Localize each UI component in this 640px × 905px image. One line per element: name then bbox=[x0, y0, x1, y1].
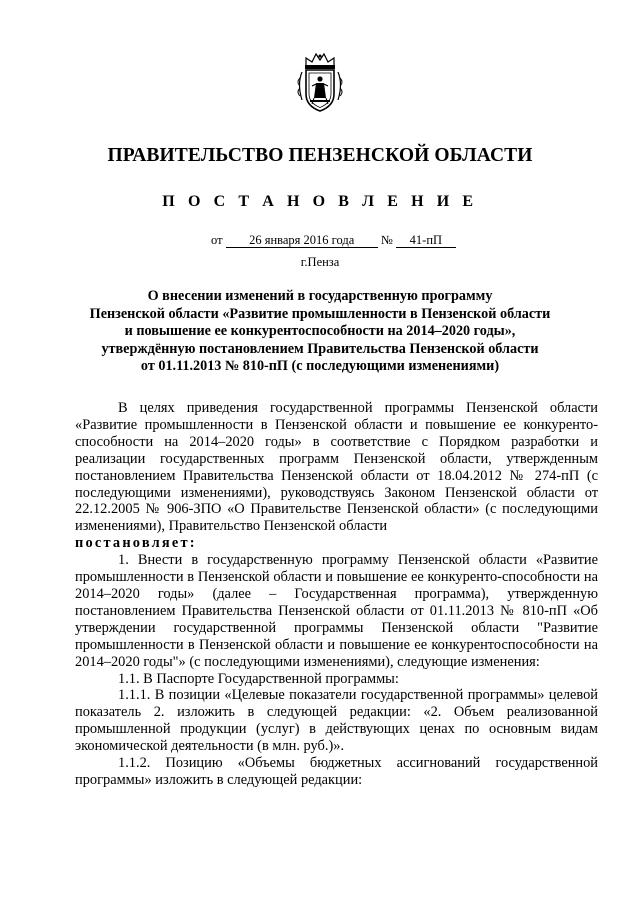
city: г.Пенза bbox=[300, 255, 340, 269]
subject-line: Пензенской области «Развитие промышленности в Пензенской области bbox=[89, 305, 551, 322]
resolves-paragraph bbox=[75, 535, 598, 552]
document-body bbox=[75, 400, 598, 789]
document-type: П О С Т А Н О В Л Е Н И Е bbox=[162, 193, 478, 210]
date-prefix: от bbox=[211, 233, 223, 247]
preamble-text: В целях приведения государственной программы Пензенской области «Развитие промышленности в Пензенской области и повышение ее конкуренто-способности на 2014–2020 годы» в соответствие с Порядком разработки и реализации государственных программ Пензенской области, утвержденным постановлением Правительства Пензенской области от 18.04.2012 № 274-пП (с последующими изменениями), руководствуясь Законом Пензенской области от 22.12.2005 № 906-ЗПО «О Правительстве Пензенской области» (с последующими изменениями), Правительство Пензенской области bbox=[75, 400, 598, 535]
body-paragraph: 1.1.1. В позиции «Целевые показатели государственной программы» целевой показатель 2. изложить в следующей редакции: «2. Объем реализованной промышленной продукции (услуг) в действующих ценах по основным видам экономической деятельности (в млн. руб.)». bbox=[75, 687, 598, 755]
resolves-word: постановляет: bbox=[75, 535, 197, 552]
body-paragraph: 1.1.2. Позицию «Объемы бюджетных ассигнований государственной программы» изложить в следующей редакции: bbox=[75, 755, 598, 788]
coat-of-arms-icon bbox=[296, 52, 344, 114]
document-date: 26 января 2016 года bbox=[226, 233, 378, 248]
body-paragraph: 1. Внести в государственную программу Пензенской области «Развитие промышленности в Пензенской области и повышение ее конкуренто-способности на 2014–2020 годы» (далее – Государственная программа), утвержденную постановлением Правительства Пензенской области от 01.11.2013 № 810-пП «Об утверждении государственной программы Пензенской области "Развитие промышленности в Пензенской области и повышение ее конкурентоспособности на 2014–2020 годы"» (с последующими изменениями), следующие изменения: bbox=[75, 552, 598, 670]
date-number-line bbox=[211, 233, 456, 248]
subject-line: О внесении изменений в государственную программу bbox=[147, 288, 493, 304]
number-prefix: № bbox=[380, 233, 393, 247]
document-number: 41-пП bbox=[396, 233, 456, 248]
subject-line: и повышение ее конкурентоспособности на 2014–2020 годы», bbox=[124, 323, 516, 340]
government-title: ПРАВИТЕЛЬСТВО ПЕНЗЕНСКОЙ ОБЛАСТИ bbox=[107, 145, 533, 166]
preamble-paragraph bbox=[75, 400, 598, 535]
subject-line: от 01.11.2013 № 810-пП (с последующими изменениями) bbox=[140, 358, 500, 375]
body-paragraph: 1.1. В Паспорте Государственной программы: bbox=[118, 670, 399, 687]
document-subject bbox=[40, 288, 600, 376]
subject-line: утверждённую постановлением Правительства Пензенской области bbox=[101, 340, 539, 357]
